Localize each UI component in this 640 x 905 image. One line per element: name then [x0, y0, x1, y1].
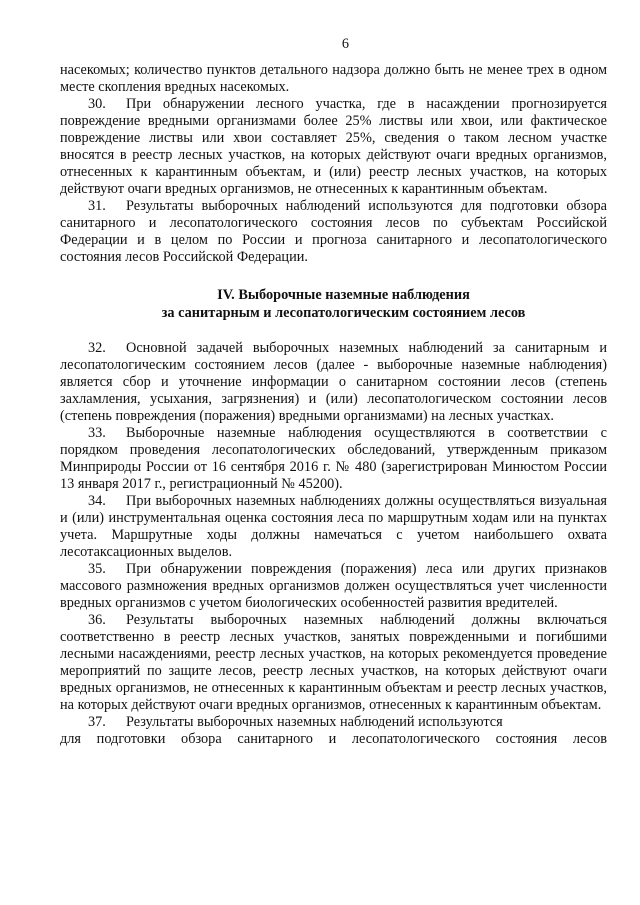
- section-heading-line-2: за санитарным и лесопатологическим состоянием лесов: [161, 305, 526, 321]
- paragraph-continuation: [60, 62, 607, 96]
- paragraph-text: Выборочные наземные наблюдения осуществляются в соответствии с порядком проведения лесопатологических обследований, утвержденным приказом Минприроды России от 16 сентября 2016 г. № 480 (зарегистрирован Минюстом России 13 января 2017 г., регистрационный № 45200).: [60, 425, 607, 492]
- paragraph-number: 35.: [88, 561, 106, 577]
- paragraph-33: [60, 425, 607, 493]
- paragraph-text: При выборочных наземных наблюдениях должны осуществляться визуальная и (или) инструментальная оценка состояния леса по маршрутным ходам или на пунктах учета. Маршрутные ходы должны намечаться с учетом наибольшего охвата лесотаксационных выделов.: [60, 493, 607, 560]
- paragraph-text: При обнаружении повреждения (поражения) леса или других признаков массового размножения вредных организмов должен осуществляться учет численности вредных организмов с учетом биологических особенностей развития вредителей.: [60, 561, 607, 611]
- paragraph-30: [60, 96, 607, 198]
- paragraph-text: для подготовки обзора санитарного и лесопатологического состояния лесов: [60, 731, 607, 747]
- paragraph-number: 33.: [88, 425, 106, 441]
- paragraph-text: насекомых; количество пунктов детального надзора должно быть не менее трех в одном месте скопления вредных насекомых.: [60, 62, 607, 95]
- page-number: 6: [341, 36, 350, 52]
- paragraph-37: [60, 714, 607, 731]
- paragraph-number: 30.: [88, 96, 106, 112]
- paragraph-31: [60, 198, 607, 266]
- paragraph-text: Результаты выборочных наблюдений используются для подготовки обзора санитарного и лесопатологического состояния лесов по субъектам Российской Федерации и в целом по России и прогноза санитарного и лесопатологического состояния лесов Российской Федерации.: [60, 198, 607, 265]
- section-heading: [60, 286, 607, 322]
- paragraph-37-continuation: [60, 731, 607, 748]
- paragraph-text: При обнаружении лесного участка, где в насаждении прогнозируется повреждение вредными организмами более 25% листвы или хвои, или фактическое повреждение листвы или хвои составляет 25%, сведения о таком лесном участке вносятся в реестр лесных участков, на которых действуют очаги вредных организмов, отнесенных к карантинным объектам, и (или) реестр лесных участков, на которых действуют очаги вредных организмов, не отнесенных к карантинным объектам.: [60, 96, 607, 197]
- paragraph-35: [60, 561, 607, 612]
- paragraphs-before: [60, 62, 607, 266]
- paragraph-number: 37.: [88, 714, 106, 730]
- paragraphs-after: [60, 340, 607, 748]
- paragraph-text: Результаты выборочных наземных наблюдений используются: [126, 714, 503, 730]
- paragraph-number: 34.: [88, 493, 106, 509]
- section-heading-line-1: IV. Выборочные наземные наблюдения: [217, 287, 470, 303]
- paragraph-36: [60, 612, 607, 714]
- paragraph-32: [60, 340, 607, 425]
- paragraph-number: 36.: [88, 612, 106, 628]
- paragraph-text: Основной задачей выборочных наземных наблюдений за санитарным и лесопатологическим состоянием лесов (далее - выборочные наземные наблюдения) является сбор и уточнение информации о санитарном состоянии лесов (степень захламления, усыхания, загрязнения) и (или) лесопатологическом состоянии лесов (степень повреждения (поражения) вредными организмами) на лесных участках.: [60, 340, 607, 424]
- paragraph-text: Результаты выборочных наземных наблюдений должны включаться соответственно в реестр лесных участков, занятых поврежденными и погибшими лесными насаждениями, реестр лесных участков, на которых рекомендуется проведение мероприятий по защите лесов, реестр лесных участков, на которых действуют очаги вредных организмов, не отнесенных к карантинным объектам и реестр лесных участков, на которых действуют очаги вредных организмов, отнесенных к карантинным объектам.: [60, 612, 607, 713]
- paragraph-34: [60, 493, 607, 561]
- paragraph-number: 32.: [88, 340, 106, 356]
- paragraph-number: 31.: [88, 198, 106, 214]
